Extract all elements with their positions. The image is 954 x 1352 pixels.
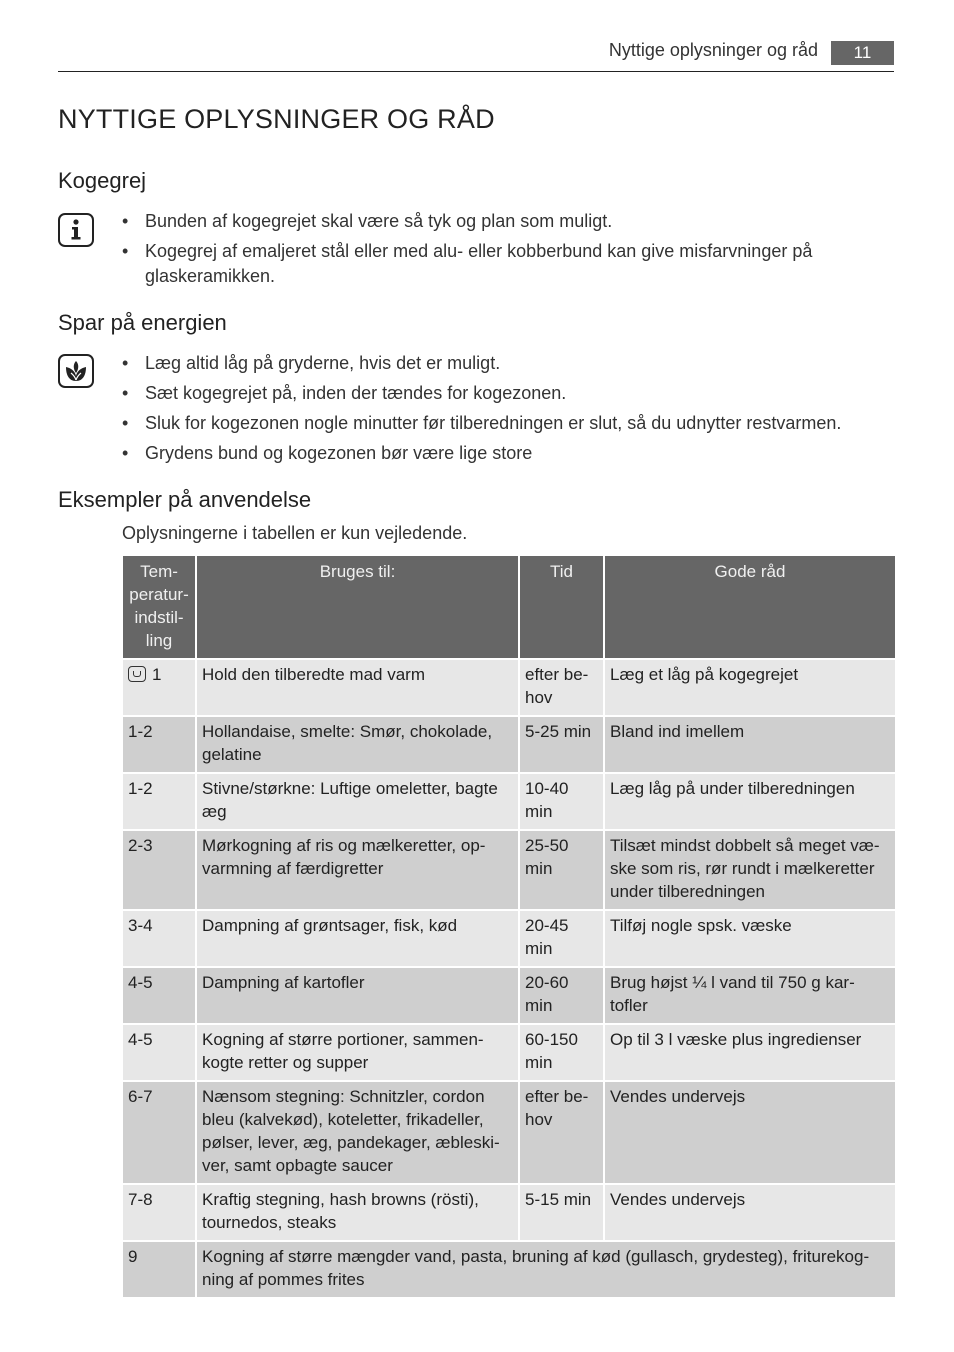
table-row [122, 773, 896, 830]
cell-tips: Tilføj nogle spsk. væske [604, 910, 896, 967]
eco-leaf-icon [58, 354, 94, 388]
cell-use: Kraftig stegning, hash browns (rösti), tournedos, steaks [196, 1184, 519, 1241]
table-row [122, 1241, 896, 1298]
cell-setting: 2-3 [122, 830, 196, 910]
column-header-setting: Tem-peratur-indstil-ling [122, 555, 196, 659]
cell-setting: 1-2 [122, 773, 196, 830]
keep-warm-icon [128, 666, 146, 682]
header-divider [58, 71, 894, 72]
cell-use: Dampning af kartofler [196, 967, 519, 1024]
cell-time: 5-25 min [519, 716, 604, 773]
cell-time: efter be-hov [519, 659, 604, 716]
info-icon [58, 213, 94, 247]
table-row [122, 830, 896, 910]
cell-setting: 7-8 [122, 1184, 196, 1241]
section-heading-cookware: Kogegrej [58, 168, 147, 193]
cell-tips: Op til 3 l væske plus ingredienser [604, 1024, 896, 1081]
cell-use: Mørkogning af ris og mælkeretter, op-varmning af færdigretter [196, 830, 519, 910]
cell-use: Dampning af grøntsager, fisk, kød [196, 910, 519, 967]
cell-time: 5-15 min [519, 1184, 604, 1241]
cell-setting: 9 [122, 1241, 196, 1298]
cookware-tips-list [122, 209, 902, 294]
page-title: NYTTIGE OPLYSNINGER OG RÅD [58, 104, 495, 134]
cell-use: Kogning af større portioner, sammen-kogte retter og supper [196, 1024, 519, 1081]
cell-time: 60-150 min [519, 1024, 604, 1081]
page-number: 11 [831, 41, 894, 65]
cell-setting: 4-5 [122, 1024, 196, 1081]
usage-table [121, 554, 897, 1299]
cell-setting: 4-5 [122, 967, 196, 1024]
list-item: • Kogegrej af emaljeret stål eller med alu- eller kobberbund kan give misfarvninger på glaskeramikken. [122, 239, 902, 289]
cell-tips: Vendes undervejs [604, 1081, 896, 1184]
table-row [122, 659, 896, 716]
table-intro-text: Oplysningerne i tabellen er kun vejledende. [122, 523, 468, 543]
table-row [122, 1184, 896, 1241]
section-heading-energy: Spar på energien [58, 310, 227, 335]
setting-value: 1 [152, 665, 162, 684]
table-row [122, 1024, 896, 1081]
cell-tips: Læg et låg på kogegrejet [604, 659, 896, 716]
list-item: • Grydens bund og kogezonen bør være lige store [122, 441, 902, 466]
cell-time: 10-40 min [519, 773, 604, 830]
column-header-use: Bruges til: [196, 555, 519, 659]
energy-tips-list [122, 351, 902, 471]
cell-setting: 6-7 [122, 1081, 196, 1184]
table-row [122, 1081, 896, 1184]
cell-tips: Tilsæt mindst dobbelt så meget væ-ske som ris, rør rundt i mælkeretter under tilberedningen [604, 830, 896, 910]
column-header-tips: Gode råd [604, 555, 896, 659]
cell-setting: 1-2 [122, 716, 196, 773]
section-heading-examples: Eksempler på anvendelse [58, 487, 312, 512]
cell-time: efter be-hov [519, 1081, 604, 1184]
cell-use: Kogning af større mængder vand, pasta, bruning af kød (gullasch, grydesteg), friturekog-ning af pommes frites [196, 1241, 896, 1298]
cell-time: 20-60 min [519, 967, 604, 1024]
table-header-row [122, 555, 896, 659]
list-item: • Sluk for kogezonen nogle minutter før tilberedningen er slut, så du udnytter restvarmen. [122, 411, 902, 436]
cell-setting [122, 659, 196, 716]
list-item: • Bunden af kogegrejet skal være så tyk og plan som muligt. [122, 209, 902, 234]
cell-tips: Vendes undervejs [604, 1184, 896, 1241]
cell-use: Stivne/størkne: Luftige omeletter, bagte æg [196, 773, 519, 830]
cell-use: Nænsom stegning: Schnitzler, cordon bleu (kalvekød), koteletter, frikadeller, pølser, lever, æg, pandekager, æbleski-ver, samt opbagte saucer [196, 1081, 519, 1184]
cell-time: 20-45 min [519, 910, 604, 967]
cell-use: Hollandaise, smelte: Smør, chokolade, gelatine [196, 716, 519, 773]
column-header-time: Tid [519, 555, 604, 659]
cell-tips: Brug højst ¼ l vand til 750 g kar-tofler [604, 967, 896, 1024]
list-item: • Læg altid låg på gryderne, hvis det er muligt. [122, 351, 902, 376]
table-row [122, 716, 896, 773]
table-row [122, 910, 896, 967]
cell-time: 25-50 min [519, 830, 604, 910]
cell-tips: Læg låg på under tilberedningen [604, 773, 896, 830]
table-row [122, 967, 896, 1024]
cell-use: Hold den tilberedte mad varm [196, 659, 519, 716]
cell-setting: 3-4 [122, 910, 196, 967]
list-item: • Sæt kogegrejet på, inden der tændes for kogezonen. [122, 381, 902, 406]
running-header-title: Nyttige oplysninger og råd [608, 40, 818, 60]
cell-tips: Bland ind imellem [604, 716, 896, 773]
